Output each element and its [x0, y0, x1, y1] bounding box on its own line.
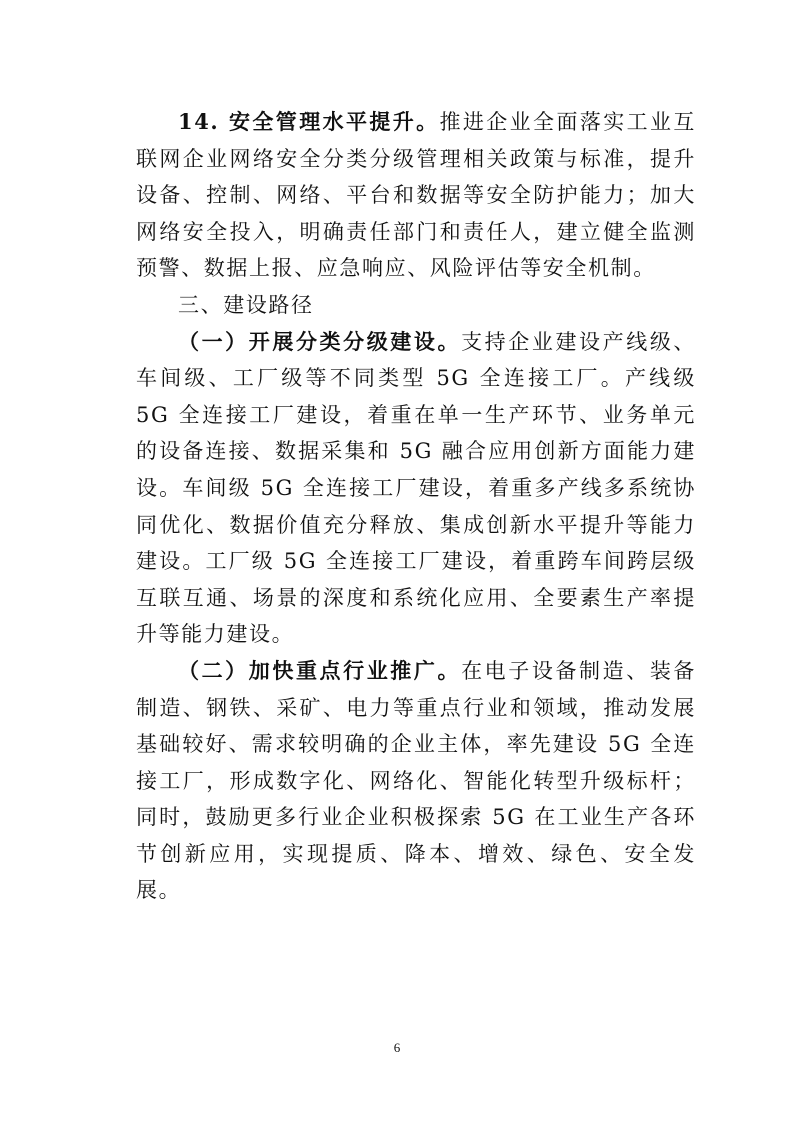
- paragraph-body: 在电子设备制造、装备制造、钢铁、采矿、电力等重点行业和领域，推动发展基础较好、需求较明确的企业主体，率先建设 5G 全连接工厂，形成数字化、网络化、智能化转型升级标杆；同时，鼓励更多行业企业积极探索 5G 在工业生产各环节创新应用，实现提质、降本、增效、绿色、安全发展。: [136, 658, 697, 903]
- page-number: 6: [393, 1040, 401, 1055]
- paragraph-security-management: [136, 104, 696, 287]
- document-body: [136, 104, 696, 909]
- paragraph-body: 推进企业全面落实工业互联网企业网络安全分类分级管理相关政策与标准，提升设备、控制、网络、平台和数据等安全防护能力；加大网络安全投入，明确责任部门和责任人，建立健全监测预警、数据上报、应急响应、风险评估等安全机制。: [136, 110, 696, 281]
- paragraph-lead: 14. 安全管理水平提升。: [178, 109, 440, 134]
- paragraph-lead: （一）开展分类分级建设。: [178, 328, 462, 354]
- paragraph-industry-promotion: [136, 653, 696, 909]
- paragraph-lead: （二）加快重点行业推广。: [178, 657, 462, 683]
- paragraph-classified-construction: [136, 324, 696, 653]
- paragraph-body: 支持企业建设产线级、车间级、工厂级等不同类型 5G 全连接工厂。产线级 5G 全连接工厂建设，着重在单一生产环节、业务单元的设备连接、数据采集和 5G 融合应用创新方面能力建设。车间级 5G 全连接工厂建设，着重多产线多系统协同优化、数据价值充分释放、集成创新水平提升等能力建设。工厂级 5G 全连接工厂建设，着重跨车间跨层级互联互通、场景的深度和系统化应用、全要素生产率提升等能力建设。: [136, 329, 697, 647]
- section-heading: 三、建设路径: [178, 292, 314, 317]
